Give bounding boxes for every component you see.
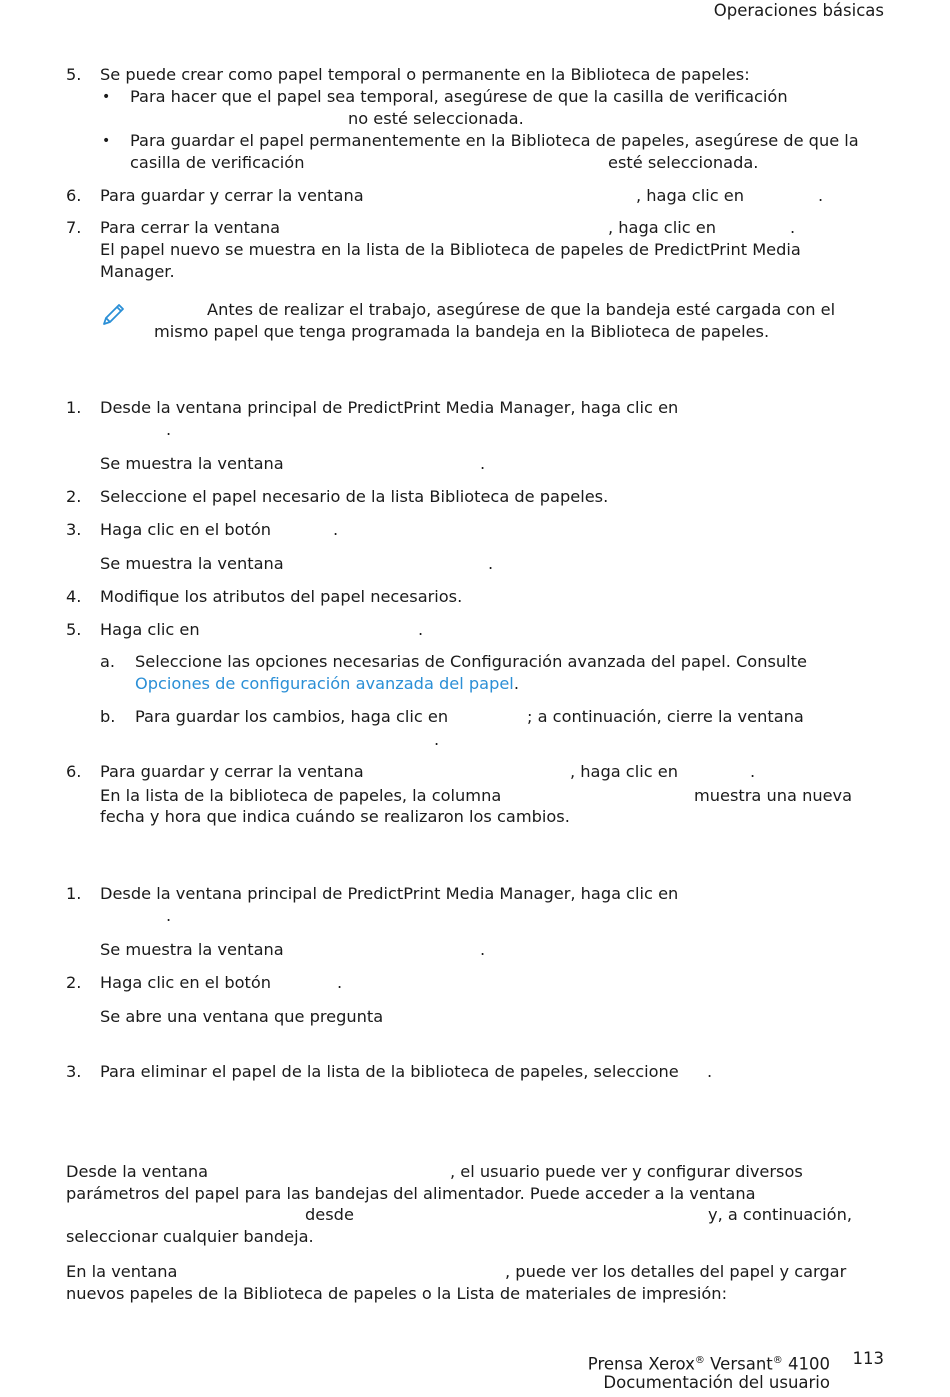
step-number: 2. [66, 487, 82, 506]
substep-letter: b. [100, 707, 116, 726]
step-text: El papel nuevo se muestra en la lista de la Biblioteca de papeles de PredictPrint Media [100, 240, 801, 259]
step-number: 7. [66, 218, 82, 237]
note-text: mismo papel que tenga programada la bandeja en la Biblioteca de papeles. [154, 322, 770, 341]
step-text: . [750, 762, 756, 781]
step-number: 5. [66, 620, 82, 639]
substep-text: Seleccione las opciones necesarias de Configuración avanzada del papel. Consulte [135, 652, 807, 671]
paragraph-text: Desde la ventana [66, 1162, 209, 1181]
substep-text [135, 673, 519, 695]
product-model: 4100 [782, 1354, 830, 1374]
paragraph-text: , puede ver los detalles del papel y cargar [505, 1262, 847, 1281]
step-text: . [790, 218, 796, 237]
footer-doc-title: Documentación del usuario [603, 1373, 830, 1392]
step-text: , haga clic en [636, 186, 744, 205]
substep-text: ; a continuación, cierre la ventana [527, 707, 804, 726]
step-text: . [488, 554, 494, 573]
step-number: 4. [66, 587, 82, 606]
step-text: Se abre una ventana que pregunta [100, 1007, 384, 1026]
substep-letter: a. [100, 652, 116, 671]
step-number: 5. [66, 65, 82, 84]
page-header-title: Operaciones básicas [713, 1, 884, 20]
registered-mark: ® [772, 1355, 783, 1366]
substep-text: . [434, 730, 440, 749]
step-text: Para guardar y cerrar la ventana [100, 762, 364, 781]
bullet-text: no esté seleccionada. [348, 109, 524, 128]
step-text: Se muestra la ventana [100, 940, 284, 959]
step-text: Para cerrar la ventana [100, 218, 281, 237]
paragraph-text: desde [305, 1205, 354, 1224]
note-text: Antes de realizar el trabajo, asegúrese de que la bandeja esté cargada con el [207, 300, 836, 319]
registered-mark: ® [694, 1355, 705, 1366]
bullet-dot: • [102, 89, 111, 105]
step-text: . [166, 906, 172, 925]
paragraph-text: seleccionar cualquier bandeja. [66, 1227, 314, 1246]
bullet-text: esté seleccionada. [608, 153, 759, 172]
step-text: Para eliminar el papel de la lista de la biblioteca de papeles, seleccione [100, 1062, 679, 1081]
step-text: , haga clic en [570, 762, 678, 781]
step-text: Desde la ventana principal de PredictPrint Media Manager, haga clic en [100, 398, 679, 417]
bullet-text: casilla de verificación [130, 153, 305, 172]
advanced-options-link[interactable]: Opciones de configuración avanzada del papel [135, 674, 514, 693]
paragraph-text: y, a continuación, [708, 1205, 852, 1224]
step-text: Para guardar y cerrar la ventana [100, 186, 364, 205]
step-text: , haga clic en [608, 218, 716, 237]
bullet-text: Para guardar el papel permanentemente en la Biblioteca de papeles, asegúrese de que la [130, 131, 859, 150]
step-text: Manager. [100, 262, 175, 281]
step-text: Haga clic en el botón [100, 973, 272, 992]
step-text: Se puede crear como papel temporal o permanente en la Biblioteca de papeles: [100, 65, 750, 84]
step-text: . [480, 940, 486, 959]
step-number: 6. [66, 186, 82, 205]
step-text: Haga clic en [100, 620, 200, 639]
step-text: . [818, 186, 824, 205]
step-text: Se muestra la ventana [100, 554, 284, 573]
step-number: 1. [66, 398, 82, 417]
step-text: En la lista de la biblioteca de papeles, la columna [100, 786, 502, 805]
step-text: fecha y hora que indica cuándo se realizaron los cambios. [100, 807, 570, 826]
pencil-icon [100, 300, 128, 328]
paragraph-text: parámetros del papel para las bandejas del alimentador. Puede acceder a la ventana [66, 1184, 756, 1203]
step-text: Modifique los atributos del papel necesarios. [100, 587, 463, 606]
step-number: 3. [66, 520, 82, 539]
link-end: . [513, 674, 519, 693]
step-text: Seleccione el papel necesario de la lista Biblioteca de papeles. [100, 487, 609, 506]
bullet-dot: • [102, 133, 111, 149]
product-brand: Prensa Xerox [587, 1354, 695, 1374]
step-text: Desde la ventana principal de PredictPrint Media Manager, haga clic en [100, 884, 679, 903]
paragraph-text: nuevos papeles de la Biblioteca de papeles o la Lista de materiales de impresión: [66, 1284, 728, 1303]
step-number: 2. [66, 973, 82, 992]
step-text: Haga clic en el botón [100, 520, 272, 539]
step-text: . [337, 973, 343, 992]
step-text: . [166, 420, 172, 439]
step-text: muestra una nueva [694, 786, 853, 805]
step-text: Se muestra la ventana [100, 454, 284, 473]
step-number: 3. [66, 1062, 82, 1081]
bullet-text: Para hacer que el papel sea temporal, asegúrese de que la casilla de verificación [130, 87, 788, 106]
page-number: 113 [852, 1349, 884, 1368]
substep-text: Para guardar los cambios, haga clic en [135, 707, 449, 726]
step-text: . [418, 620, 424, 639]
step-text: . [333, 520, 339, 539]
step-text: . [707, 1062, 713, 1081]
step-number: 1. [66, 884, 82, 903]
product-line: Versant [704, 1354, 773, 1374]
paragraph-text: En la ventana [66, 1262, 178, 1281]
paragraph-text: , el usuario puede ver y configurar diversos [450, 1162, 803, 1181]
step-number: 6. [66, 762, 82, 781]
step-text: . [480, 454, 486, 473]
